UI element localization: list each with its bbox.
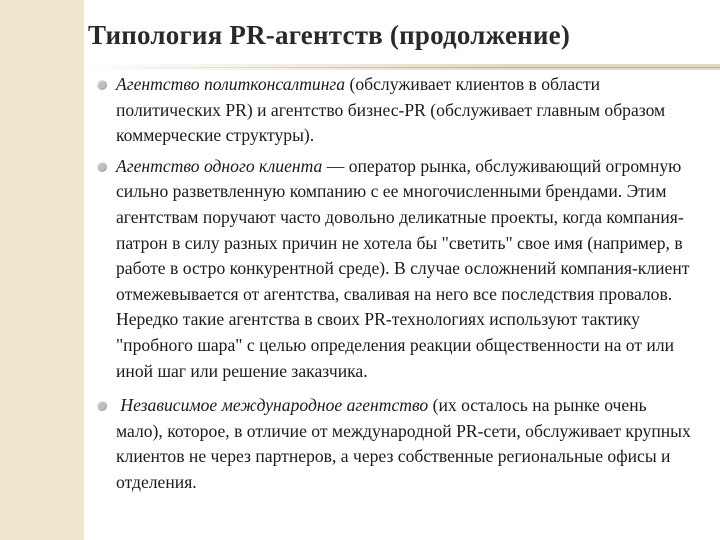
- bullet-icon: [97, 162, 107, 172]
- decorative-side-band: [0, 0, 84, 540]
- item-text: — оператор рынка, обслуживающий огромную сильно разветвленную компанию с ее многочисленными брендами. Этим агентствам поручают часто довольно деликатные проекты, когда компания-патрон в силу разных причин не хотела бы "светить" свое имя (например, в работе в остро конкурентной среде). В случае осложнений компания-клиент отмежевывается от агентства, сваливая на него все последствия провалов. Нередко такие агентства в своих PR-технологиях используют тактику "пробного шара" с целью определения реакции общественности на от или иной шаг или решение заказчика.: [116, 155, 690, 381]
- item-term: Агентство одного клиента: [116, 155, 323, 176]
- bullet-icon: [97, 401, 107, 411]
- title-divider: [84, 64, 720, 70]
- bullet-icon: [97, 80, 107, 90]
- item-term: Независимое международное агентство: [116, 395, 429, 416]
- list-item: [96, 72, 696, 149]
- item-text: (их осталось на рынке очень мало), которое, в отличие от международной PR-сети, обслуживает крупных клиентов не через партнеров, а через собственные региональные офисы и отделения.: [116, 395, 691, 492]
- slide-title: Типология PR-агентств (продолжение): [88, 20, 571, 50]
- bullet-list: [96, 72, 696, 496]
- item-term: Агентство политконсалтинга: [116, 74, 346, 94]
- item-text: (обслуживает клиентов в области политических PR) и агентство бизнес-PR (обслуживает главным образом коммерческие структуры).: [116, 74, 666, 146]
- list-item: [96, 393, 696, 495]
- list-item: [96, 154, 696, 384]
